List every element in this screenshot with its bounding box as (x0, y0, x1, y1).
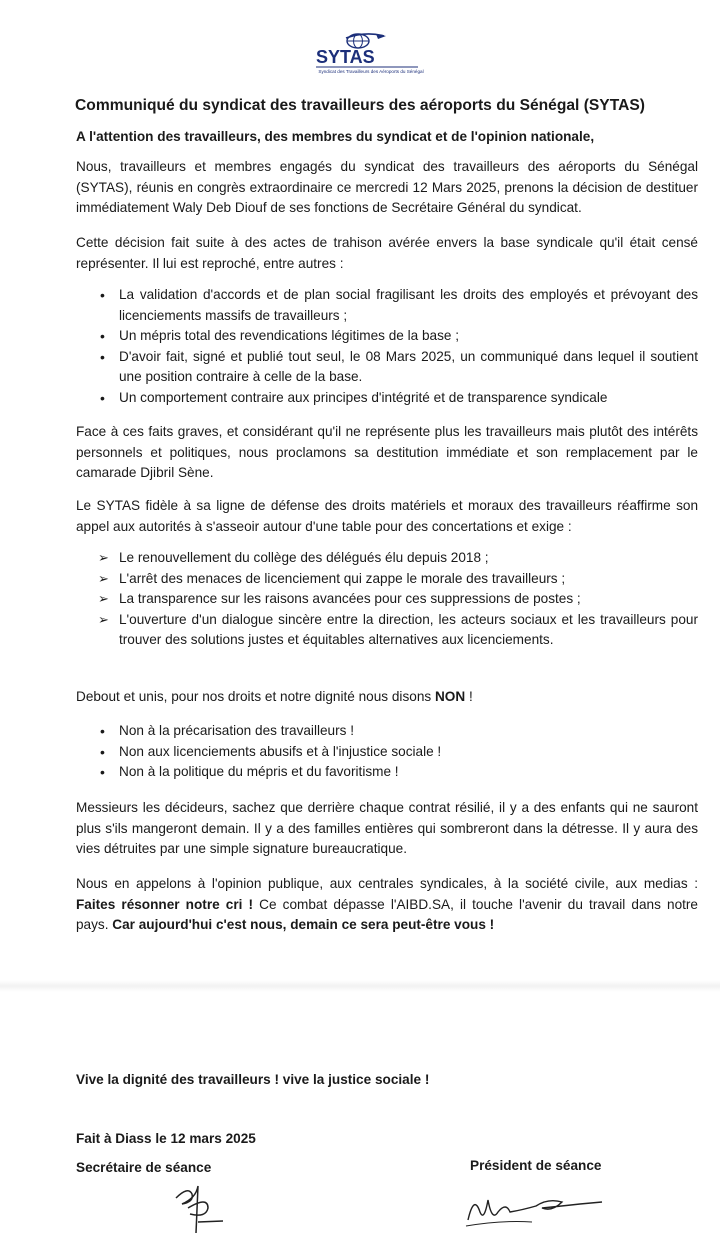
secretary-signature (168, 1178, 228, 1245)
arrow-bullet-icon: ➢ (98, 550, 109, 565)
reproaches-list (76, 285, 698, 408)
page-fold-separator (0, 980, 720, 992)
paragraph-facts: Face à ces faits graves, et considérant qu'il ne représente plus les travailleurs mais plutôt des intérêts personnels et politiques, nous proclamons sa destitution immédiate et son remplacement par le camarade Djibril Sène. (76, 424, 698, 480)
bullet-icon: • (100, 389, 105, 406)
address-line: A l'attention des travailleurs, des membres du syndicat et de l'opinion nationale, (76, 129, 595, 144)
bullet-icon: • (100, 287, 105, 303)
bullet-icon: • (100, 723, 105, 739)
list-item: ➢ Le renouvellement du collège des délégués élu depuis 2018 ; (76, 548, 698, 569)
list-item: • Un comportement contraire aux principes d'intégrité et de transparence syndicale (76, 388, 698, 409)
paragraph-decideurs: Messieurs les décideurs, sachez que derrière chaque contrat résilié, il y a des enfants qui ne sauront plus s'ils mangeront demain. Il y a des familles entières qui sombreront dans la détresse. Il y aura des vies détruites par une simple signature bureaucratique. (76, 800, 698, 856)
list-item: ➢ L'arrêt des menaces de licenciement qui zappe le morale des travailleurs ; (76, 569, 698, 590)
non-list (76, 721, 698, 783)
list-item: • Non aux licenciements abusifs et à l'injustice sociale ! (76, 742, 698, 763)
list-item: ➢ L'ouverture d'un dialogue sincère entre la direction, les acteurs sociaux et les travailleurs pour trouver des solutions justes et équitables alternatives aux licenciements. (98, 611, 698, 647)
list-item: ➢ La transparence sur les raisons avancées pour ces suppressions de postes ; (76, 589, 698, 610)
logo-text: SYTAS (316, 47, 375, 67)
closing-line: Vive la dignité des travailleurs ! vive la justice sociale ! (76, 1072, 430, 1087)
bullet-icon: • (100, 348, 105, 365)
logo-subtitle: Syndicat des Travailleurs des Aéroports du Sénégal (318, 69, 424, 74)
paragraph-debout: Debout et unis, pour nos droits et notre dignité nous disons NON ! (76, 689, 473, 704)
list-item: • Non à la politique du mépris et du favoritisme ! (76, 762, 698, 783)
bullet-icon: • (100, 743, 105, 760)
list-item: • La validation d'accords et de plan social fragilisant les droits des employés et prévoyant des licenciements massifs de travailleurs ; (100, 287, 698, 323)
demands-list (76, 548, 698, 651)
paragraph-demands-intro: Le SYTAS fidèle à sa ligne de défense des droits matériels et moraux des travailleurs réaffirme son appel aux autorités à s'asseoir autour d'une table pour des concertations et exige : (76, 498, 698, 534)
place-date: Fait à Diass le 12 mars 2025 (76, 1131, 256, 1146)
arrow-bullet-icon: ➢ (98, 591, 109, 606)
president-label: Président de séance (470, 1158, 602, 1173)
arrow-bullet-icon: ➢ (98, 570, 109, 586)
paragraph-appel: Nous en appelons à l'opinion publique, aux centrales syndicales, à la société civile, aux medias : Faites résonner notre cri ! Ce combat dépasse l'AIBD.SA, il touche l'avenir du travail dans notre pays. Car aujourd'hui c'est nous, demain ce sera peut-être vous ! (76, 876, 698, 932)
president-signature (462, 1182, 612, 1239)
paragraph-decision: Cette décision fait suite à des actes de trahison avérée envers la base syndicale qu'il était censé représenter. Il lui est reproché, entre autres : (76, 235, 698, 271)
arrow-bullet-icon: ➢ (98, 611, 109, 627)
list-item: • Un mépris total des revendications légitimes de la base ; (76, 326, 698, 347)
bullet-icon: • (100, 328, 105, 344)
non-emphasis: NON (434, 689, 466, 704)
paragraph-congress: Nous, travailleurs et membres engagés du syndicat des travailleurs des aéroports du Sénégal (SYTAS), réunis en congrès extraordinaire ce mercredi 12 Mars 2025, prenons la décision de destituer immédiatement Waly Deb Diouf de ses fonctions de Secrétaire Général du syndicat. (76, 159, 698, 215)
list-item: • D'avoir fait, signé et publié tout seul, le 08 Mars 2025, un communiqué dans lequel il soutient une position contraire à celle de la base. (100, 348, 698, 384)
bullet-icon: • (100, 764, 105, 780)
secretary-label: Secrétaire de séance (76, 1160, 212, 1175)
document-title: Communiqué du syndicat des travailleurs des aéroports du Sénégal (SYTAS) (75, 97, 645, 114)
list-item: • Non à la précarisation des travailleurs ! (76, 721, 698, 742)
